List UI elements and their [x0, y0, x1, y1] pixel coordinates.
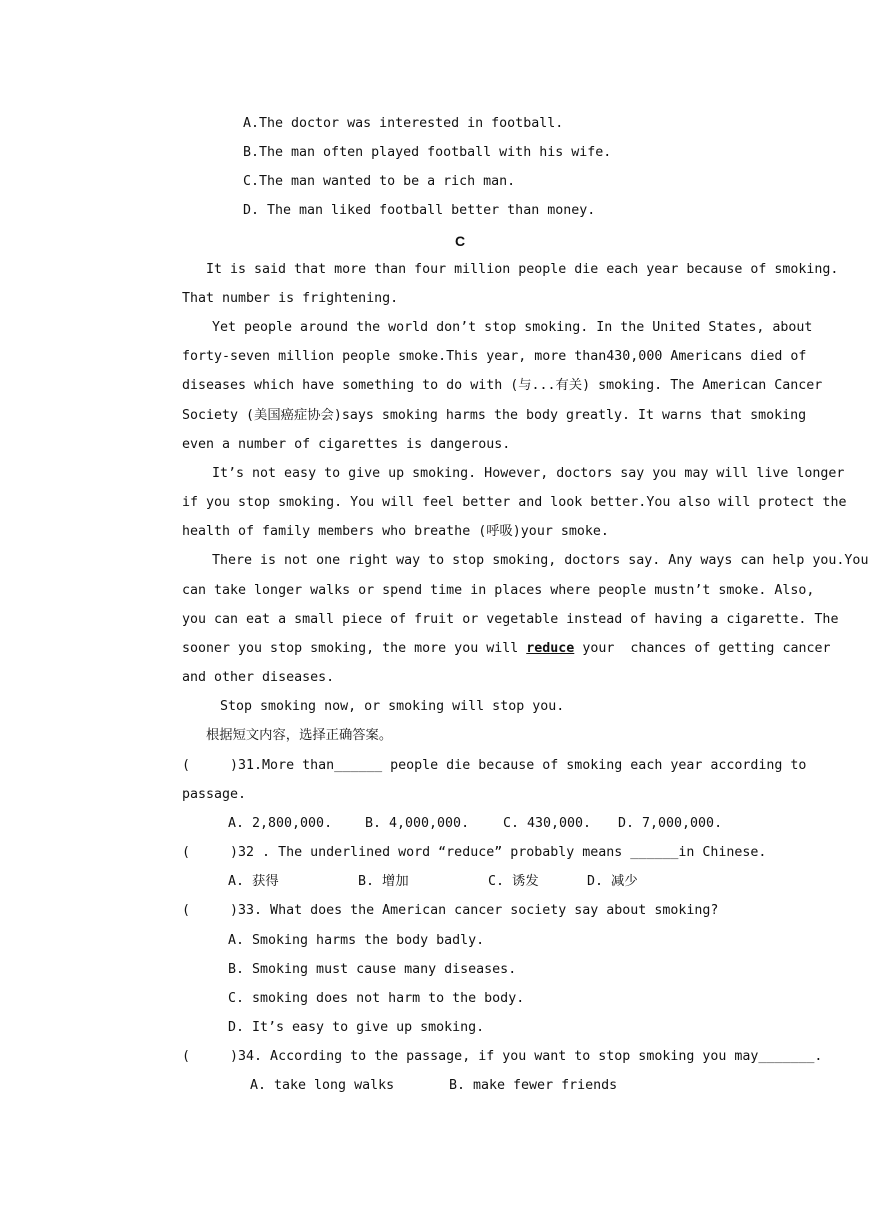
question-32-option-d: D. 减少 [587, 874, 638, 889]
question-32-option-c: C. 诱发 [488, 874, 539, 889]
passage-p3-line2: if you stop smoking. You will feel better and look better.You also will protect the [182, 495, 847, 510]
question-33-option-c: C. smoking does not harm to the body. [228, 991, 525, 1006]
question-34-option-a: A. take long walks [250, 1078, 395, 1093]
question-31-stem-line2: passage. [182, 787, 247, 802]
passage-p3-line3: health of family members who breathe (呼吸)your smoke. [182, 524, 609, 539]
question-31-option-a: A. 2,800,000. [228, 816, 333, 831]
passage-p1-line1: It is said that more than four million people die each year because of smoking. [206, 262, 839, 277]
passage-p3-line1: It’s not easy to give up smoking. However, doctors say you may will live longer [212, 466, 845, 481]
question-32-stem: ( )32 . The underlined word “reduce” probably means ______in Chinese. [182, 845, 767, 860]
question-33-option-a: A. Smoking harms the body badly. [228, 933, 485, 948]
question-34-stem: ( )34. According to the passage, if you want to stop smoking you may_______. [182, 1049, 823, 1064]
question-31-option-b: B. 4,000,000. [365, 816, 470, 831]
section-heading: C [455, 233, 466, 249]
question-32-option-b: B. 增加 [358, 874, 409, 889]
prev-option-a: A.The doctor was interested in football. [243, 116, 564, 131]
passage-p4-line4-before: sooner you stop smoking, the more you will [182, 641, 519, 656]
passage-p2-line1: Yet people around the world don’t stop smoking. In the United States, about [212, 320, 813, 335]
prev-option-b: B.The man often played football with his wife. [243, 145, 612, 160]
question-34-option-b: B. make fewer friends [449, 1078, 618, 1093]
passage-p2-line3: diseases which have something to do with (与...有关) smoking. The American Cancer [182, 378, 823, 393]
passage-p4-line2: can take longer walks or spend time in places where people mustn’t smoke. Also, [182, 583, 815, 598]
question-31-stem-line1: ( )31.More than______ people die because of smoking each year according to [182, 758, 807, 773]
passage-p4-line1: There is not one right way to stop smoking, doctors say. Any ways can help you.You [212, 553, 869, 568]
passage-p5: Stop smoking now, or smoking will stop you. [220, 699, 565, 714]
passage-p4-line5: and other diseases. [182, 670, 335, 685]
prev-option-d: D. The man liked football better than money. [243, 203, 596, 218]
question-33-option-d: D. It’s easy to give up smoking. [228, 1020, 485, 1035]
question-31-option-c: C. 430,000. [503, 816, 592, 831]
passage-p2-line4: Society (美国癌症协会)says smoking harms the body greatly. It warns that smoking [182, 408, 807, 423]
question-33-option-b: B. Smoking must cause many diseases. [228, 962, 517, 977]
passage-p4-line4-after: your chances of getting cancer [582, 641, 831, 656]
passage-p4-line3: you can eat a small piece of fruit or vegetable instead of having a cigarette. The [182, 612, 839, 627]
question-33-stem: ( )33. What does the American cancer society say about smoking? [182, 903, 719, 918]
passage-p2-line2: forty-seven million people smoke.This year, more than430,000 Americans died of [182, 349, 807, 364]
passage-p2-line5: even a number of cigarettes is dangerous. [182, 437, 511, 452]
underlined-word-reduce: reduce [526, 641, 575, 656]
passage-p4-line4 [182, 640, 831, 658]
instruction: 根据短文内容，选择正确答案。 [206, 728, 393, 743]
prev-option-c: C.The man wanted to be a rich man. [243, 174, 516, 189]
passage-p1-line2: That number is frightening. [182, 291, 399, 306]
question-31-option-d: D. 7,000,000. [618, 816, 723, 831]
question-32-option-a: A. 获得 [228, 874, 279, 889]
